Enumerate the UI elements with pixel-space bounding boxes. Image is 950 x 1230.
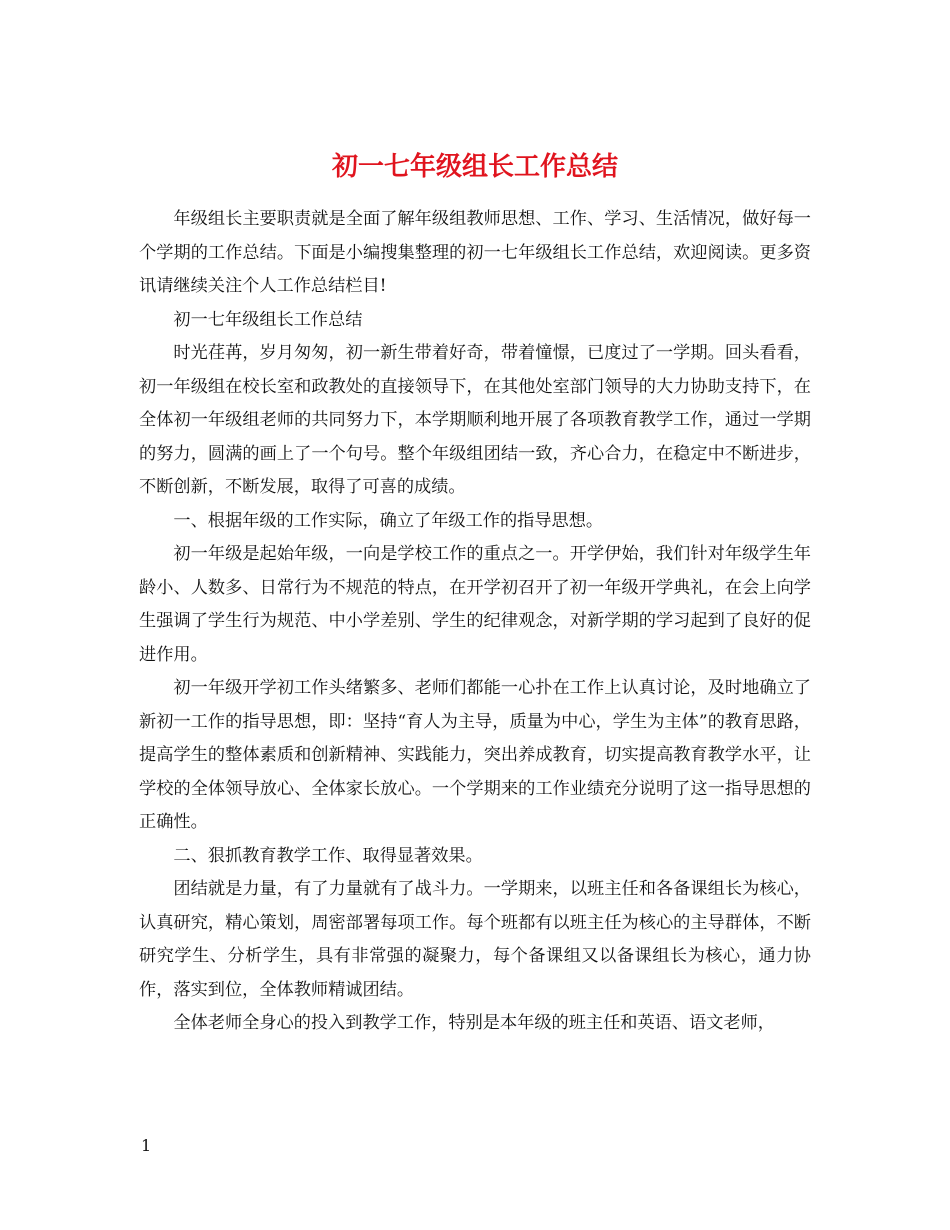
paragraph-heading-one: 一、根据年级的工作实际，确立了年级工作的指导思想。 bbox=[173, 510, 604, 531]
page-number: 1 bbox=[141, 1136, 152, 1155]
paragraph-start-grade: 初一年级是起始年级，一向是学校工作的重点之一。开学伊始，我们针对年级学生年龄小、人数多、日常行为不规范的特点，在开学初召开了初一年级开学典礼，在会上向学生强调了学生行为规范、中小学差别、学生的纪律观念，对新学期的学习起到了良好的促进作用。 bbox=[139, 544, 811, 665]
paragraph-heading-two: 二、狠抓教育教学工作、取得显著效果。 bbox=[173, 845, 483, 866]
paragraph-guiding-idea: 初一年级开学初工作头绪繁多、老师们都能一心扑在工作上认真讨论，及时地确立了新初一工作的指导思想，即：坚持“育人为主导，质量为中心，学生为主体”的教育思路，提高学生的整体素质和创新精神、实践能力，突出养成教育，切实提高教育教学水平，让学校的全体领导放心、全体家长放心。一个学期来的工作业绩充分说明了这一指导思想的正确性。 bbox=[139, 678, 811, 832]
paragraph-intro: 年级组长主要职责就是全面了解年级组教师思想、工作、学习、生活情况，做好每一个学期的工作总结。下面是小编搜集整理的初一七年级组长工作总结，欢迎阅读。更多资讯请继续关注个人工作总结栏目! bbox=[139, 209, 811, 296]
paragraph-teachers-dedication: 全体老师全身心的投入到教学工作，特别是本年级的班主任和英语、语文老师， bbox=[173, 1013, 775, 1033]
paragraph-subtitle: 初一七年级组长工作总结 bbox=[173, 309, 363, 330]
document-body bbox=[139, 203, 811, 1041]
paragraph-overview: 时光荏苒，岁月匆匆，初一新生带着好奇，带着憧憬，已度过了一学期。回头看看，初一年级组在校长室和政教处的直接领导下，在其他处室部门领导的大力协助支持下，在全体初一年级组老师的共同努力下，本学期顺利地开展了各项教育教学工作，通过一学期的努力，圆满的画上了一个句号。整个年级组团结一致，齐心合力，在稳定中不断进步，不断创新，不断发展，取得了可喜的成绩。 bbox=[139, 343, 811, 497]
document-title: 初一七年级组长工作总结 bbox=[331, 152, 618, 183]
paragraph-teamwork: 团结就是力量，有了力量就有了战斗力。一学期来，以班主任和各备课组长为核心，认真研究，精心策划，周密部署每项工作。每个班都有以班主任为核心的主导群体，不断研究学生、分析学生，具有非常强的凝聚力，每个备课组又以备课组长为核心，通力协作，落实到位，全体教师精诚团结。 bbox=[139, 879, 811, 1000]
